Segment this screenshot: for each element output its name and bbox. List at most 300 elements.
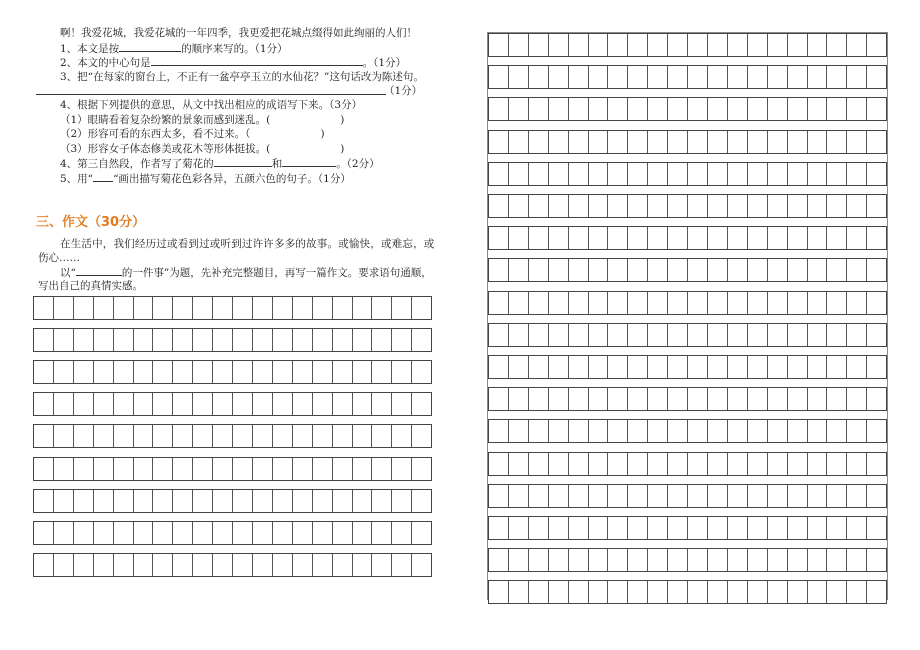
grid-cell[interactable]	[273, 522, 293, 544]
grid-cell[interactable]	[489, 324, 509, 346]
grid-cell[interactable]	[708, 581, 728, 603]
grid-cell[interactable]	[529, 324, 549, 346]
grid-cell[interactable]	[808, 356, 828, 378]
grid-cell[interactable]	[728, 195, 748, 217]
grid-cell[interactable]	[728, 34, 748, 56]
grid-cell[interactable]	[608, 324, 628, 346]
grid-cell[interactable]	[748, 195, 768, 217]
grid-cell[interactable]	[867, 324, 886, 346]
grid-cell[interactable]	[569, 227, 589, 249]
grid-cell[interactable]	[569, 66, 589, 88]
grid-cell[interactable]	[827, 324, 847, 346]
grid-cell[interactable]	[668, 259, 688, 281]
grid-cell[interactable]	[173, 329, 193, 351]
grid-cell[interactable]	[748, 517, 768, 539]
grid-cell[interactable]	[353, 425, 373, 447]
grid-cell[interactable]	[847, 163, 867, 185]
grid-cell[interactable]	[273, 329, 293, 351]
grid-cell[interactable]	[589, 259, 609, 281]
grid-cell[interactable]	[273, 425, 293, 447]
grid-cell[interactable]	[193, 361, 213, 383]
grid-cell[interactable]	[608, 420, 628, 442]
grid-cell[interactable]	[608, 485, 628, 507]
grid-cell[interactable]	[253, 425, 273, 447]
grid-cell[interactable]	[628, 34, 648, 56]
grid-cell[interactable]	[569, 98, 589, 120]
grid-cell[interactable]	[213, 393, 233, 415]
grid-cell[interactable]	[94, 458, 114, 480]
grid-cell[interactable]	[549, 259, 569, 281]
grid-cell[interactable]	[569, 581, 589, 603]
grid-cell[interactable]	[788, 581, 808, 603]
grid-cell[interactable]	[412, 393, 431, 415]
grid-cell[interactable]	[648, 453, 668, 475]
grid-cell[interactable]	[293, 329, 313, 351]
grid-cell[interactable]	[788, 259, 808, 281]
grid-cell[interactable]	[808, 66, 828, 88]
grid-cell[interactable]	[153, 458, 173, 480]
grid-cell[interactable]	[847, 131, 867, 153]
grid-cell[interactable]	[74, 425, 94, 447]
grid-cell[interactable]	[569, 163, 589, 185]
grid-cell[interactable]	[867, 549, 886, 571]
grid-cell[interactable]	[293, 425, 313, 447]
grid-cell[interactable]	[489, 131, 509, 153]
grid-cell[interactable]	[708, 485, 728, 507]
grid-cell[interactable]	[708, 324, 728, 346]
grid-cell[interactable]	[768, 324, 788, 346]
grid-cell[interactable]	[748, 356, 768, 378]
grid-cell[interactable]	[509, 581, 529, 603]
grid-cell[interactable]	[768, 356, 788, 378]
grid-cell[interactable]	[333, 490, 353, 512]
grid-cell[interactable]	[74, 522, 94, 544]
grid-cell[interactable]	[688, 98, 708, 120]
grid-cell[interactable]	[233, 522, 253, 544]
grid-cell[interactable]	[569, 131, 589, 153]
grid-cell[interactable]	[628, 131, 648, 153]
grid-cell[interactable]	[708, 517, 728, 539]
grid-cell[interactable]	[827, 98, 847, 120]
grid-cell[interactable]	[748, 453, 768, 475]
grid-cell[interactable]	[34, 329, 54, 351]
grid-cell[interactable]	[372, 425, 392, 447]
grid-cell[interactable]	[628, 485, 648, 507]
grid-cell[interactable]	[94, 554, 114, 576]
grid-cell[interactable]	[628, 356, 648, 378]
grid-cell[interactable]	[489, 453, 509, 475]
grid-cell[interactable]	[54, 361, 74, 383]
grid-cell[interactable]	[668, 66, 688, 88]
grid-cell[interactable]	[628, 259, 648, 281]
grid-cell[interactable]	[392, 361, 412, 383]
grid-cell[interactable]	[628, 388, 648, 410]
grid-cell[interactable]	[668, 549, 688, 571]
grid-cell[interactable]	[648, 420, 668, 442]
grid-cell[interactable]	[529, 388, 549, 410]
grid-cell[interactable]	[728, 356, 748, 378]
grid-cell[interactable]	[748, 131, 768, 153]
grid-cell[interactable]	[768, 549, 788, 571]
grid-cell[interactable]	[233, 329, 253, 351]
grid-cell[interactable]	[748, 549, 768, 571]
grid-cell[interactable]	[333, 329, 353, 351]
grid-cell[interactable]	[233, 490, 253, 512]
grid-cell[interactable]	[788, 420, 808, 442]
grid-cell[interactable]	[253, 490, 273, 512]
grid-cell[interactable]	[867, 163, 886, 185]
grid-cell[interactable]	[728, 420, 748, 442]
grid-cell[interactable]	[549, 131, 569, 153]
grid-cell[interactable]	[688, 131, 708, 153]
grid-cell[interactable]	[827, 163, 847, 185]
grid-cell[interactable]	[589, 66, 609, 88]
grid-cell[interactable]	[34, 458, 54, 480]
grid-cell[interactable]	[748, 324, 768, 346]
grid-cell[interactable]	[808, 388, 828, 410]
grid-cell[interactable]	[114, 458, 134, 480]
grid-cell[interactable]	[608, 356, 628, 378]
grid-cell[interactable]	[114, 297, 134, 319]
grid-cell[interactable]	[213, 361, 233, 383]
grid-cell[interactable]	[768, 98, 788, 120]
grid-cell[interactable]	[489, 581, 509, 603]
grid-cell[interactable]	[273, 458, 293, 480]
grid-cell[interactable]	[54, 458, 74, 480]
grid-cell[interactable]	[728, 549, 748, 571]
grid-cell[interactable]	[94, 329, 114, 351]
grid-cell[interactable]	[392, 425, 412, 447]
grid-cell[interactable]	[333, 458, 353, 480]
grid-cell[interactable]	[509, 195, 529, 217]
grid-cell[interactable]	[628, 517, 648, 539]
grid-cell[interactable]	[768, 292, 788, 314]
grid-cell[interactable]	[509, 420, 529, 442]
grid-cell[interactable]	[808, 581, 828, 603]
grid-cell[interactable]	[768, 195, 788, 217]
grid-cell[interactable]	[608, 98, 628, 120]
grid-cell[interactable]	[589, 581, 609, 603]
grid-cell[interactable]	[648, 356, 668, 378]
grid-cell[interactable]	[648, 66, 668, 88]
grid-cell[interactable]	[293, 458, 313, 480]
grid-cell[interactable]	[114, 490, 134, 512]
grid-cell[interactable]	[788, 324, 808, 346]
grid-cell[interactable]	[509, 485, 529, 507]
grid-cell[interactable]	[293, 393, 313, 415]
grid-cell[interactable]	[648, 292, 668, 314]
grid-cell[interactable]	[213, 522, 233, 544]
grid-cell[interactable]	[668, 485, 688, 507]
grid-cell[interactable]	[412, 490, 431, 512]
grid-cell[interactable]	[788, 356, 808, 378]
grid-cell[interactable]	[392, 458, 412, 480]
grid-cell[interactable]	[728, 517, 748, 539]
grid-cell[interactable]	[313, 329, 333, 351]
grid-cell[interactable]	[54, 393, 74, 415]
grid-cell[interactable]	[54, 522, 74, 544]
grid-cell[interactable]	[529, 131, 549, 153]
grid-cell[interactable]	[509, 163, 529, 185]
grid-cell[interactable]	[153, 297, 173, 319]
grid-cell[interactable]	[748, 66, 768, 88]
grid-cell[interactable]	[788, 227, 808, 249]
grid-cell[interactable]	[153, 393, 173, 415]
grid-cell[interactable]	[54, 490, 74, 512]
grid-cell[interactable]	[867, 517, 886, 539]
grid-cell[interactable]	[114, 425, 134, 447]
grid-cell[interactable]	[489, 195, 509, 217]
grid-cell[interactable]	[688, 259, 708, 281]
grid-cell[interactable]	[313, 393, 333, 415]
grid-cell[interactable]	[253, 361, 273, 383]
grid-cell[interactable]	[668, 131, 688, 153]
grid-cell[interactable]	[628, 227, 648, 249]
grid-cell[interactable]	[867, 420, 886, 442]
grid-cell[interactable]	[353, 361, 373, 383]
grid-cell[interactable]	[728, 131, 748, 153]
grid-cell[interactable]	[728, 388, 748, 410]
grid-cell[interactable]	[253, 393, 273, 415]
grid-cell[interactable]	[253, 522, 273, 544]
grid-cell[interactable]	[589, 227, 609, 249]
grid-cell[interactable]	[648, 259, 668, 281]
grid-cell[interactable]	[392, 522, 412, 544]
grid-cell[interactable]	[213, 458, 233, 480]
grid-cell[interactable]	[827, 453, 847, 475]
grid-cell[interactable]	[847, 292, 867, 314]
grid-cell[interactable]	[549, 388, 569, 410]
grid-cell[interactable]	[313, 522, 333, 544]
grid-cell[interactable]	[193, 458, 213, 480]
grid-cell[interactable]	[708, 131, 728, 153]
grid-cell[interactable]	[867, 131, 886, 153]
grid-cell[interactable]	[353, 522, 373, 544]
grid-cell[interactable]	[728, 485, 748, 507]
grid-cell[interactable]	[489, 485, 509, 507]
grid-cell[interactable]	[608, 131, 628, 153]
grid-cell[interactable]	[748, 163, 768, 185]
grid-cell[interactable]	[867, 259, 886, 281]
grid-cell[interactable]	[173, 393, 193, 415]
grid-cell[interactable]	[867, 292, 886, 314]
grid-cell[interactable]	[589, 453, 609, 475]
grid-cell[interactable]	[748, 227, 768, 249]
grid-cell[interactable]	[768, 66, 788, 88]
grid-cell[interactable]	[134, 522, 154, 544]
grid-cell[interactable]	[313, 425, 333, 447]
grid-cell[interactable]	[114, 554, 134, 576]
grid-cell[interactable]	[867, 388, 886, 410]
grid-cell[interactable]	[608, 388, 628, 410]
grid-cell[interactable]	[827, 34, 847, 56]
grid-cell[interactable]	[94, 425, 114, 447]
grid-cell[interactable]	[589, 517, 609, 539]
grid-cell[interactable]	[788, 517, 808, 539]
grid-cell[interactable]	[847, 549, 867, 571]
grid-cell[interactable]	[867, 34, 886, 56]
grid-cell[interactable]	[808, 98, 828, 120]
grid-cell[interactable]	[153, 554, 173, 576]
grid-cell[interactable]	[489, 292, 509, 314]
grid-cell[interactable]	[529, 420, 549, 442]
grid-cell[interactable]	[233, 361, 253, 383]
grid-cell[interactable]	[549, 227, 569, 249]
grid-cell[interactable]	[648, 485, 668, 507]
grid-cell[interactable]	[708, 227, 728, 249]
grid-cell[interactable]	[788, 388, 808, 410]
grid-cell[interactable]	[748, 98, 768, 120]
grid-cell[interactable]	[668, 420, 688, 442]
grid-cell[interactable]	[489, 388, 509, 410]
grid-cell[interactable]	[372, 490, 392, 512]
grid-cell[interactable]	[628, 420, 648, 442]
grid-cell[interactable]	[847, 453, 867, 475]
grid-cell[interactable]	[569, 388, 589, 410]
grid-cell[interactable]	[54, 329, 74, 351]
grid-cell[interactable]	[193, 554, 213, 576]
grid-cell[interactable]	[412, 297, 431, 319]
grid-cell[interactable]	[808, 131, 828, 153]
grid-cell[interactable]	[748, 388, 768, 410]
grid-cell[interactable]	[509, 259, 529, 281]
grid-cell[interactable]	[608, 163, 628, 185]
grid-cell[interactable]	[768, 227, 788, 249]
grid-cell[interactable]	[549, 420, 569, 442]
grid-cell[interactable]	[273, 297, 293, 319]
grid-cell[interactable]	[608, 549, 628, 571]
grid-cell[interactable]	[827, 581, 847, 603]
grid-cell[interactable]	[688, 388, 708, 410]
grid-cell[interactable]	[569, 34, 589, 56]
grid-cell[interactable]	[313, 458, 333, 480]
grid-cell[interactable]	[529, 227, 549, 249]
grid-cell[interactable]	[193, 490, 213, 512]
grid-cell[interactable]	[153, 329, 173, 351]
grid-cell[interactable]	[648, 98, 668, 120]
grid-cell[interactable]	[529, 517, 549, 539]
grid-cell[interactable]	[648, 388, 668, 410]
answer-blank-2[interactable]	[151, 55, 363, 66]
grid-cell[interactable]	[173, 522, 193, 544]
grid-cell[interactable]	[273, 490, 293, 512]
grid-cell[interactable]	[153, 522, 173, 544]
grid-cell[interactable]	[333, 393, 353, 415]
grid-cell[interactable]	[549, 324, 569, 346]
grid-cell[interactable]	[847, 34, 867, 56]
grid-cell[interactable]	[193, 329, 213, 351]
grid-cell[interactable]	[509, 356, 529, 378]
grid-cell[interactable]	[847, 581, 867, 603]
grid-cell[interactable]	[333, 425, 353, 447]
grid-cell[interactable]	[808, 163, 828, 185]
grid-cell[interactable]	[589, 34, 609, 56]
grid-cell[interactable]	[708, 259, 728, 281]
grid-cell[interactable]	[412, 522, 431, 544]
title-blank[interactable]	[76, 265, 122, 276]
grid-cell[interactable]	[688, 324, 708, 346]
grid-cell[interactable]	[412, 329, 431, 351]
grid-cell[interactable]	[748, 485, 768, 507]
grid-cell[interactable]	[489, 163, 509, 185]
grid-cell[interactable]	[648, 131, 668, 153]
grid-cell[interactable]	[788, 163, 808, 185]
answer-blank-6[interactable]	[93, 171, 113, 182]
grid-cell[interactable]	[608, 581, 628, 603]
grid-cell[interactable]	[847, 98, 867, 120]
grid-cell[interactable]	[353, 393, 373, 415]
grid-cell[interactable]	[34, 554, 54, 576]
grid-cell[interactable]	[372, 554, 392, 576]
grid-cell[interactable]	[867, 227, 886, 249]
grid-cell[interactable]	[648, 517, 668, 539]
grid-cell[interactable]	[847, 227, 867, 249]
grid-cell[interactable]	[688, 163, 708, 185]
grid-cell[interactable]	[549, 549, 569, 571]
grid-cell[interactable]	[392, 329, 412, 351]
grid-cell[interactable]	[608, 227, 628, 249]
grid-cell[interactable]	[688, 453, 708, 475]
grid-cell[interactable]	[589, 549, 609, 571]
grid-cell[interactable]	[392, 554, 412, 576]
grid-cell[interactable]	[293, 490, 313, 512]
grid-cell[interactable]	[867, 98, 886, 120]
grid-cell[interactable]	[768, 388, 788, 410]
grid-cell[interactable]	[847, 517, 867, 539]
grid-cell[interactable]	[392, 490, 412, 512]
grid-cell[interactable]	[134, 329, 154, 351]
grid-cell[interactable]	[788, 292, 808, 314]
grid-cell[interactable]	[193, 393, 213, 415]
grid-cell[interactable]	[847, 356, 867, 378]
grid-cell[interactable]	[628, 66, 648, 88]
grid-cell[interactable]	[608, 34, 628, 56]
grid-cell[interactable]	[827, 388, 847, 410]
grid-cell[interactable]	[509, 324, 529, 346]
grid-cell[interactable]	[608, 517, 628, 539]
grid-cell[interactable]	[569, 324, 589, 346]
grid-cell[interactable]	[728, 163, 748, 185]
grid-cell[interactable]	[293, 522, 313, 544]
answer-line-3[interactable]	[36, 84, 386, 95]
grid-cell[interactable]	[549, 98, 569, 120]
grid-cell[interactable]	[114, 329, 134, 351]
grid-cell[interactable]	[233, 297, 253, 319]
grid-cell[interactable]	[648, 227, 668, 249]
grid-cell[interactable]	[74, 329, 94, 351]
grid-cell[interactable]	[847, 195, 867, 217]
grid-cell[interactable]	[628, 98, 648, 120]
grid-cell[interactable]	[173, 490, 193, 512]
grid-cell[interactable]	[788, 98, 808, 120]
grid-cell[interactable]	[372, 361, 392, 383]
grid-cell[interactable]	[213, 425, 233, 447]
grid-cell[interactable]	[134, 425, 154, 447]
grid-cell[interactable]	[688, 292, 708, 314]
grid-cell[interactable]	[509, 131, 529, 153]
grid-cell[interactable]	[748, 259, 768, 281]
grid-cell[interactable]	[549, 485, 569, 507]
grid-cell[interactable]	[688, 517, 708, 539]
grid-cell[interactable]	[134, 458, 154, 480]
grid-cell[interactable]	[589, 324, 609, 346]
grid-cell[interactable]	[847, 420, 867, 442]
grid-cell[interactable]	[549, 292, 569, 314]
grid-cell[interactable]	[628, 549, 648, 571]
grid-cell[interactable]	[529, 259, 549, 281]
grid-cell[interactable]	[34, 393, 54, 415]
grid-cell[interactable]	[193, 425, 213, 447]
